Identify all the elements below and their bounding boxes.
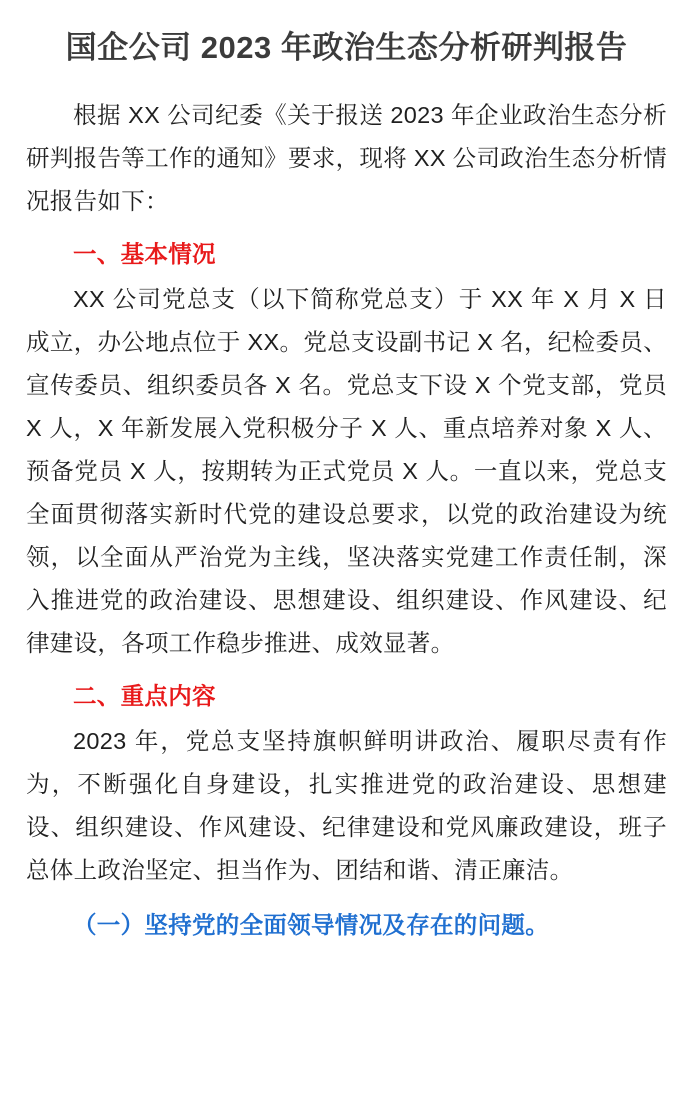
paragraph-intro: 根据 XX 公司纪委《关于报送 2023 年企业政治生态分析研判报告等工作的通知》要求，现将 XX 公司政治生态分析情况报告如下： <box>26 102 667 215</box>
section-heading-two: 二、重点内容 <box>73 683 216 710</box>
paragraph-basic-situation: XX 公司党总支（以下简称党总支）于 XX 年 X 月 X 日成立，办公地点位于 XX。党总支设副书记 X 名，纪检委员、宣传委员、组织委员各 X 名。党总支下设 X 个党支部，党员 X 人，X 年新发展入党积极分子 X 人、重点培养对象 X 人、预备党员 X 人，按期转为正式党员 X 人。一直以来，党总支全面贯彻落实新时代党的建设总要求，以党的政治建设为统领，以全面从严治党为主线，坚决落实党建工作责任制，深入推进党的政治建设、思想建设、组织建设、作风建设、纪律建设，各项工作稳步推进、成效显著。 <box>26 286 667 657</box>
paragraph-key-content: 2023 年，党总支坚持旗帜鲜明讲政治、履职尽责有作为，不断强化自身建设，扎实推进党的政治建设、思想建设、组织建设、作风建设、纪律建设和党风廉政建设，班子总体上政治坚定、担当作为、团结和谐、清正廉洁。 <box>26 728 667 884</box>
page-title: 国企公司 2023 年政治生态分析研判报告 <box>65 30 628 65</box>
subsection-heading-one: （一）坚持党的全面领导情况及存在的问题。 <box>73 912 549 939</box>
section-heading-one: 一、基本情况 <box>73 241 216 268</box>
